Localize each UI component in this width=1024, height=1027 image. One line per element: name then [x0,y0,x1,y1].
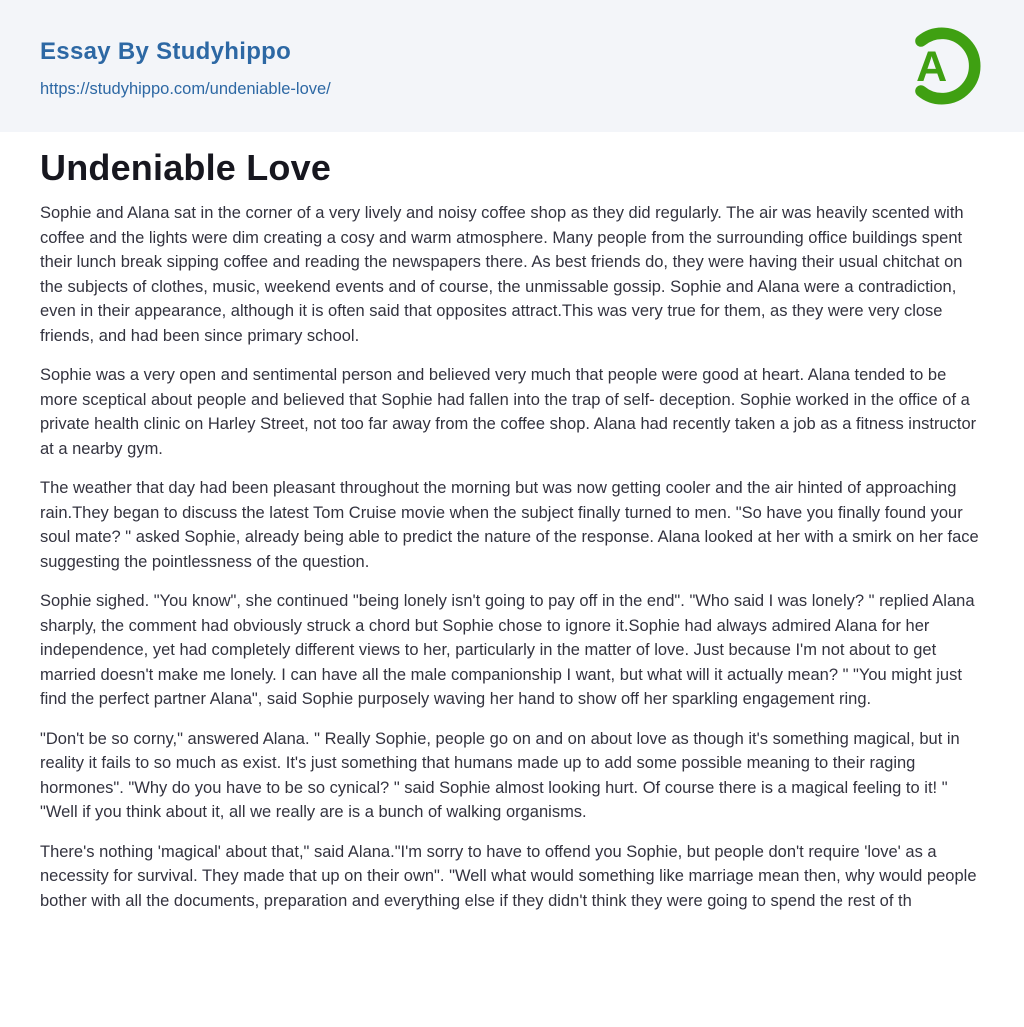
essay-paragraph-5: "Don't be so corny," answered Alana. " Really Sophie, people go on and on about love as though it's something magical, but in reality it fails to so much as exist. It's just something that humans made up to add some possible meaning to their raging hormones". "Why do you have to be so cynical? " said Sophie almost looking hurt. Of course there is a magical feeling to it! " "Well if you think about it, all we really are is a bunch of walking organisms. [40,729,960,821]
essay-paragraph-6: There's nothing 'magical' about that," said Alana."I'm sorry to have to offend you Sophie, but people don't require 'love' as a necessity for survival. They made that up on their own". "Well what would something like marriage mean then, why would people bother with all the documents, preparation and everything else if they didn't think they were going to spend the rest of th [40,842,977,910]
essay-body [0,132,1024,913]
essay-paragraph-1: Sophie and Alana sat in the corner of a very lively and noisy coffee shop as they did regularly. The air was heavily scented with coffee and the lights were dim creating a cosy and warm atmosphere. Many people from the surrounding office buildings spent their lunch break sipping coffee and reading the newspapers there. As best friends do, they were having their usual chitchat on the subjects of clothes, music, weekend events and of course, the unmissable gossip. Sophie and Alana were a contradiction, even in their appearance, although it is often said that opposites attract.This was very true for them, as they were very close friends, and had been since primary school. [40,204,964,345]
page-header [0,0,1024,132]
essay-title: Undeniable Love [40,147,332,188]
header-text-block [40,34,331,99]
essay-paragraph-2: Sophie was a very open and sentimental person and believed very much that people were good at heart. Alana tended to be more sceptical about people and believed that Sophie had fallen into the trap of self- deception. Sophie worked in the office of a private health clinic on Harley Street, not too far away from the coffee shop. Alana had recently taken a job as a fitness instructor at a nearby gym. [40,366,977,458]
logo-letter: A [916,43,948,92]
essay-paragraph-4: Sophie sighed. "You know", she continued "being lonely isn't going to pay off in the end". "Who said I was lonely? " replied Alana sharply, the comment had obviously struck a chord but Sophie chose to ignore it.Sophie had always admired Alana for her independence, yet had completely different views to her, particularly in the matter of love. Just because I'm not about to get married doesn't make me lonely. I can have all the male companionship I want, but what will it actually mean? " "You might just find the perfect partner Alana", said Sophie purposely waving her hand to show off her sparkling engagement ring. [40,592,975,708]
essay-by-studyhippo-heading: Essay By Studyhippo [40,37,292,65]
source-url-link[interactable]: https://studyhippo.com/undeniable-love/ [40,79,331,98]
studyhippo-logo-icon [899,23,985,109]
essay-paragraph-3: The weather that day had been pleasant throughout the morning but was now getting cooler and the air hinted of approaching rain.They began to discuss the latest Tom Cruise movie when the subject finally turned to men. "So have you finally found your soul mate? " asked Sophie, already being able to predict the nature of the response. Alana looked at her with a smirk on her face suggesting the pointlessness of the question. [40,479,979,571]
